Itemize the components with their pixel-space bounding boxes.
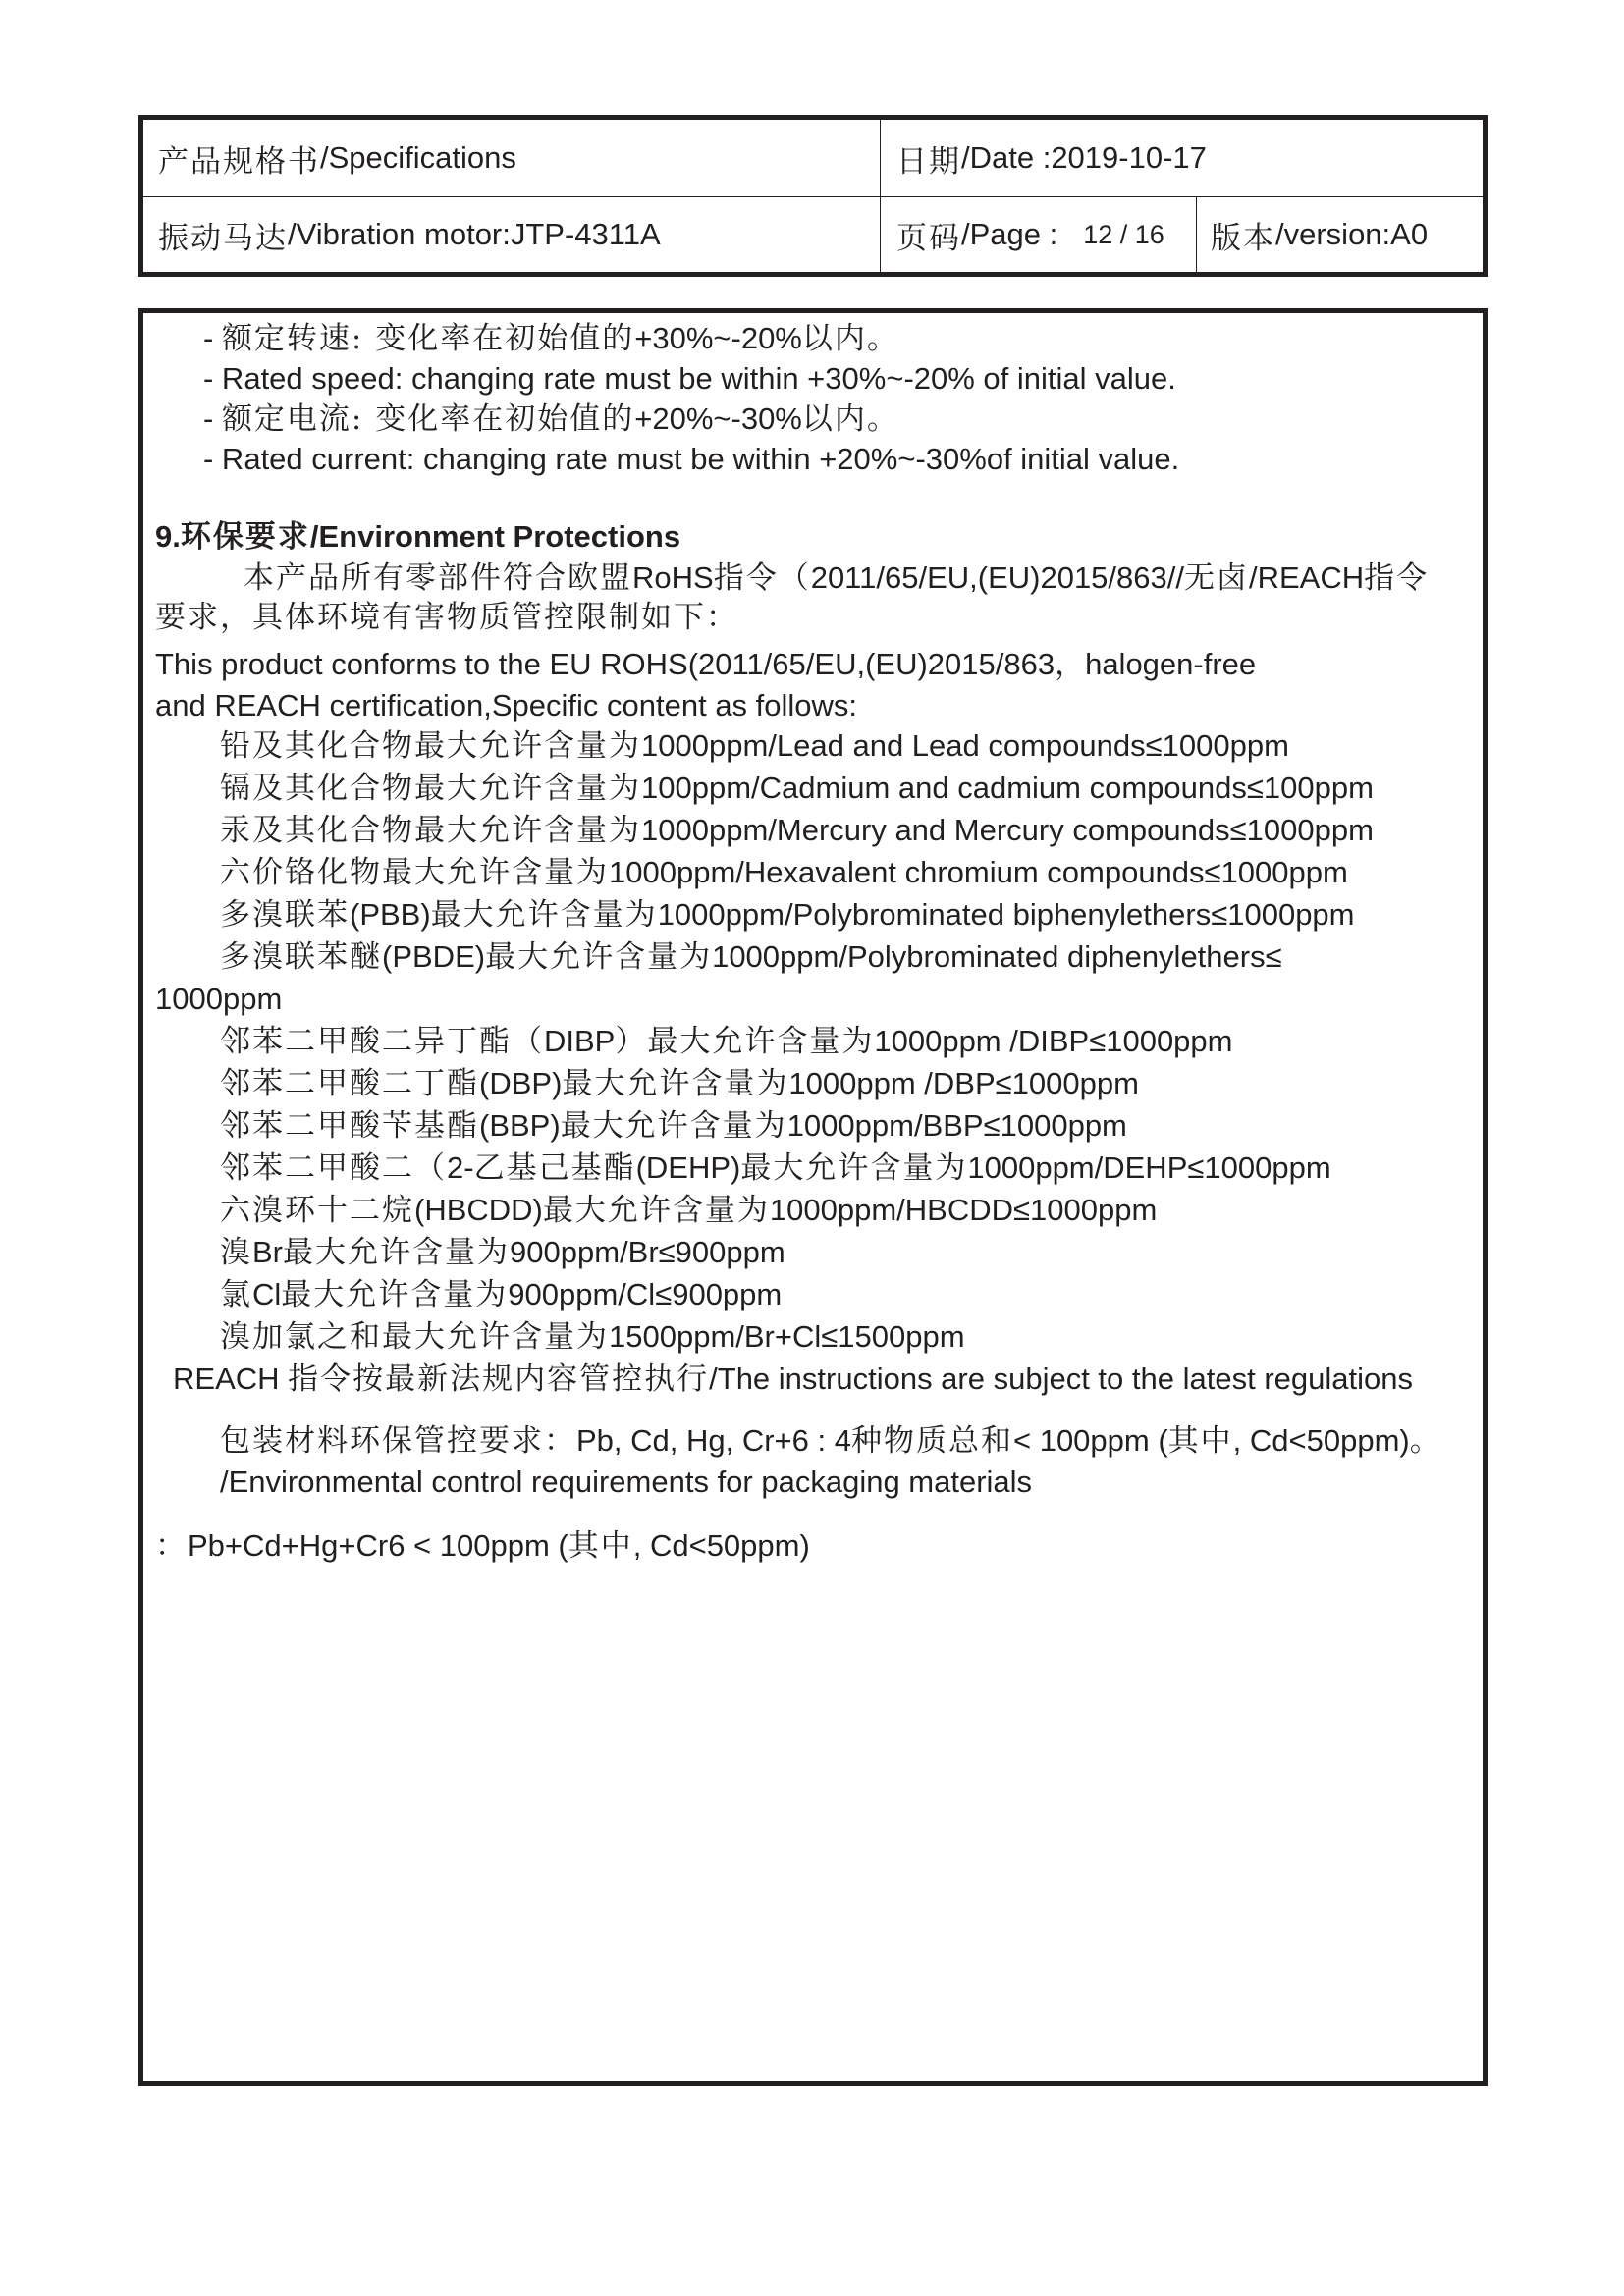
text-zh: 指令（	[713, 561, 811, 596]
rohs-paragraph-zh-line1	[244, 562, 1429, 594]
substance-limit-item	[220, 1321, 965, 1353]
product-name	[158, 197, 875, 272]
text-en: < 100ppm (	[1012, 1423, 1168, 1458]
text-zh: 包装材料环保管控要求：	[220, 1423, 576, 1459]
text-zh: 邻苯二甲酸二（	[220, 1150, 447, 1186]
text-zh: 额定转速: 变化率在初始值的	[221, 321, 635, 356]
text-en: REACH	[173, 1362, 289, 1396]
text-en: 1000ppm /DBP≤1000ppm	[788, 1066, 1139, 1100]
text-zh: 六价铬化物最大允许含量为	[220, 855, 609, 890]
text-zh: 最大允许含量为	[283, 1235, 510, 1270]
text-en: RoHS	[632, 561, 714, 595]
rohs-paragraph-zh-line2: 要求，具体环境有害物质管控限制如下：	[155, 600, 738, 635]
text-zh: 溴	[220, 1235, 252, 1270]
dash: -	[203, 321, 222, 355]
section-number: 9.	[155, 519, 181, 554]
text-en: , Cd<50ppm)	[632, 1528, 810, 1563]
text-en: +30%~-20%	[634, 321, 802, 355]
text-en: 1000ppm/DEHP≤1000ppm	[967, 1150, 1331, 1185]
substance-limit-item	[220, 1195, 1157, 1226]
text-en: +20%~-30%	[634, 401, 802, 436]
text-zh: 多溴联苯醚	[220, 939, 382, 975]
substance-limit-item	[220, 815, 1374, 846]
text-en: Cl	[252, 1277, 282, 1311]
reach-note	[173, 1363, 1413, 1395]
text-zh: 氯	[220, 1277, 252, 1312]
text-en: (BBP)	[479, 1108, 561, 1143]
text-zh: 溴加氯之和最大允许含量为	[220, 1319, 609, 1355]
text-zh: 最大允许含量为	[740, 1150, 968, 1186]
text-zh: 最大允许含量为	[485, 939, 713, 975]
rated-current-zh	[203, 403, 899, 435]
text-en: 1000ppm/Hexavalent chromium compounds≤1000ppm	[609, 855, 1348, 889]
text-en: 1000ppm/BBP≤1000ppm	[786, 1108, 1127, 1143]
date-value: /Date :2019-10-17	[961, 140, 1207, 175]
text-zh: 邻苯二甲酸二丁酯	[220, 1066, 479, 1101]
text-en: /REACH	[1248, 561, 1365, 595]
text-en: Br	[252, 1235, 283, 1269]
text-zh: 六溴环十二烷	[220, 1193, 414, 1228]
version-value: /version:A0	[1275, 217, 1429, 251]
text-en: (DEHP)	[635, 1150, 741, 1185]
section-heading	[155, 521, 680, 553]
text-en: /The instructions are subject to the latest regulations	[709, 1362, 1413, 1396]
rated-current-en: - Rated current: changing rate must be within +20%~-30%of initial value.	[203, 442, 1180, 476]
text-en: 900ppm/Cl≤900ppm	[508, 1277, 783, 1311]
text-zh: ：	[155, 1528, 188, 1564]
rohs-paragraph-en-line2: and REACH certification,Specific content as follows:	[155, 688, 858, 722]
text-en: 1000ppm/Polybrominated biphenylethers≤1000ppm	[657, 897, 1355, 932]
text-en: (HBCDD)	[414, 1193, 543, 1227]
text-en: (PBB)	[350, 897, 431, 932]
text-en: Pb+Cd+Hg+Cr6 < 100ppm (	[188, 1528, 568, 1563]
text-en: (DBP)	[479, 1066, 563, 1100]
text-en: (PBDE)	[382, 939, 486, 974]
substance-limit-item	[220, 1110, 1127, 1142]
text-zh: 以内。	[801, 401, 899, 437]
substance-limit-item	[220, 1279, 782, 1310]
page-label-en: /Page :	[961, 217, 1058, 251]
header-row-2	[143, 197, 1483, 272]
text-zh: 额定电流: 变化率在初始值的	[221, 401, 635, 437]
text-en: 900ppm/Br≤900ppm	[510, 1235, 785, 1269]
text-zh: 铅及其化合物最大允许含量为	[220, 728, 641, 764]
text-zh: 邻苯二甲酸二异丁酯（	[220, 1024, 544, 1059]
text-zh: 指令按最新法规内容管控执行	[288, 1362, 710, 1397]
text-en: 1000ppm/Polybrominated diphenylethers≤	[712, 939, 1282, 974]
text-en: 1000ppm/Mercury and Mercury compounds≤1000ppm	[641, 813, 1374, 847]
rohs-paragraph-en-line1: This product conforms to the EU ROHS(2011/65/EU,(EU)2015/863，halogen-free	[155, 647, 1257, 681]
text-zh: 最大允许含量为	[281, 1277, 509, 1312]
text-en: 2011/65/EU,(EU)2015/863//	[810, 561, 1184, 595]
text-en: , Cd<50ppm)	[1232, 1423, 1410, 1458]
text-en: DIBP	[544, 1024, 616, 1058]
substance-limit-item	[220, 1068, 1139, 1099]
substance-limit-item	[220, 730, 1289, 762]
text-zh: 指令	[1364, 561, 1430, 596]
text-zh: 本产品所有零部件符合欧盟	[244, 561, 632, 596]
spec-title-zh: 产品规格书	[158, 143, 320, 180]
text-zh: 最大允许含量为	[430, 897, 658, 933]
date-cell	[880, 120, 1483, 196]
packaging-requirement-en: /Environmental control requirements for packaging materials	[220, 1465, 1033, 1499]
text-en: Pb, Cd, Hg, Cr+6 : 4	[576, 1423, 851, 1458]
text-zh: 乙基己基酯	[473, 1150, 636, 1186]
text-en: 1500ppm/Br+Cl≤1500ppm	[609, 1319, 965, 1354]
product-name-en: /Vibration motor:JTP-4311A	[288, 217, 661, 251]
packaging-formula	[155, 1530, 810, 1562]
page-label-zh: 页码	[896, 220, 961, 256]
page-number: 12 / 16	[1083, 219, 1164, 249]
product-name-zh: 振动马达	[158, 220, 288, 256]
section-title-en: /Environment Protections	[309, 519, 681, 554]
section-title-zh: 环保要求	[180, 519, 310, 555]
substance-limit-item	[220, 857, 1348, 888]
text-en: 1000ppm/Lead and Lead compounds≤1000ppm	[641, 728, 1289, 763]
substance-limit-item	[155, 984, 282, 1014]
version-label-zh: 版本	[1211, 220, 1275, 256]
header-table	[138, 115, 1488, 277]
spec-title	[158, 120, 875, 196]
text-zh: 以内。	[801, 321, 899, 356]
substance-limit-item	[220, 773, 1374, 804]
dash: -	[203, 401, 222, 436]
text-zh: ）最大允许含量为	[615, 1024, 875, 1059]
version-cell	[1196, 197, 1483, 272]
rated-speed-zh	[203, 323, 899, 354]
text-zh: 最大允许含量为	[542, 1193, 770, 1228]
packaging-requirement	[220, 1425, 1442, 1457]
text-zh: 邻苯二甲酸苄基酯	[220, 1108, 479, 1144]
spec-title-en: /Specifications	[320, 140, 516, 175]
rated-speed-en: - Rated speed: changing rate must be within +30%~-20% of initial value.	[203, 361, 1176, 396]
text-zh: 种物质总和	[850, 1423, 1013, 1459]
text-zh: 无卤	[1183, 561, 1249, 596]
text-zh: 其中	[568, 1528, 633, 1564]
page-cell	[880, 197, 1196, 272]
date-label-zh: 日期	[896, 143, 961, 180]
substance-limit-item	[220, 941, 1282, 973]
text-zh: 多溴联苯	[220, 897, 350, 933]
text-en: 100ppm/Cadmium and cadmium compounds≤100ppm	[641, 771, 1374, 805]
substance-limit-item	[220, 899, 1355, 931]
text-zh: 。	[1409, 1423, 1442, 1459]
substance-limit-item	[220, 1152, 1331, 1184]
header-row-1	[143, 120, 1483, 197]
text-zh: 汞及其化合物最大允许含量为	[220, 813, 641, 848]
text-en: 1000ppm /DIBP≤1000ppm	[874, 1024, 1233, 1058]
text-en: 1000ppm	[155, 982, 283, 1016]
substance-limit-item	[220, 1026, 1233, 1057]
text-zh: 最大允许含量为	[562, 1066, 789, 1101]
text-zh: 其中	[1167, 1423, 1233, 1459]
text-en: 2-	[447, 1150, 474, 1185]
text-zh: 最大允许含量为	[560, 1108, 787, 1144]
text-en: 1000ppm/HBCDD≤1000ppm	[769, 1193, 1158, 1227]
substance-limit-item	[220, 1237, 785, 1268]
text-zh: 镉及其化合物最大允许含量为	[220, 771, 641, 806]
